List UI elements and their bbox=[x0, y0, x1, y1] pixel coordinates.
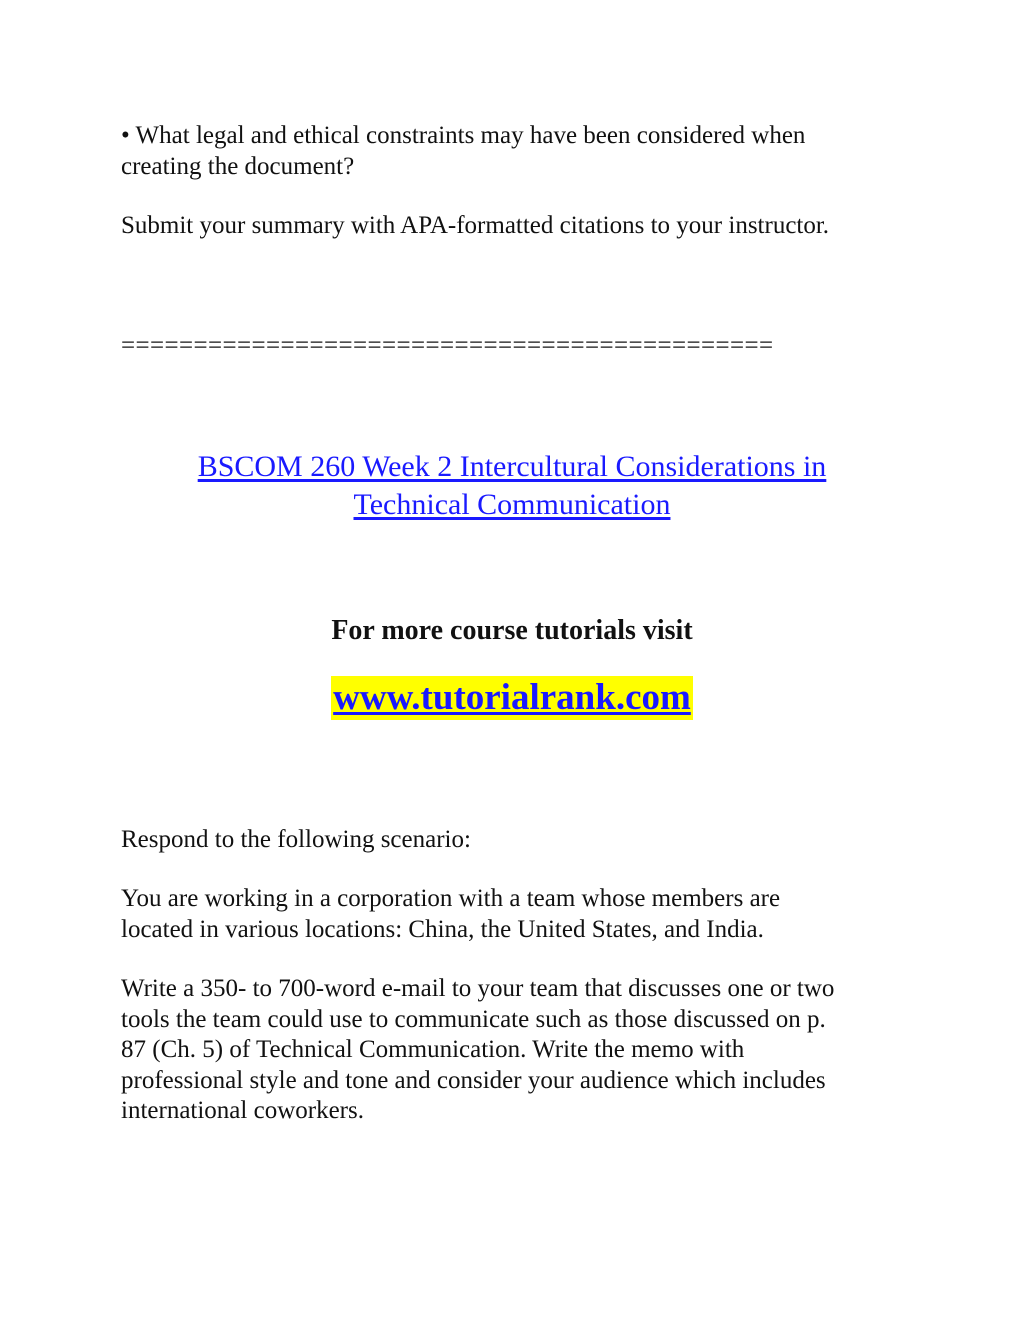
bullet-question-line-2: creating the document? bbox=[121, 152, 355, 180]
task-line-3: 87 (Ch. 5) of Technical Communication. Write the memo with bbox=[121, 1036, 745, 1063]
task-line-2: tools the team could use to communicate such as those discussed on p. bbox=[121, 1005, 826, 1033]
submit-instruction: Submit your summary with APA-formatted citations to your instructor. bbox=[121, 212, 830, 239]
respond-prompt: Respond to the following scenario: bbox=[121, 826, 471, 853]
scenario-line-1: You are working in a corporation with a team whose members are bbox=[121, 885, 781, 912]
separator-line: ============================================= bbox=[121, 332, 774, 359]
course-title-line-1[interactable]: BSCOM 260 Week 2 Intercultural Considerations in bbox=[197, 450, 827, 483]
course-title-link[interactable] bbox=[0, 448, 1024, 523]
scenario-paragraph bbox=[121, 884, 901, 945]
task-line-5: international coworkers. bbox=[121, 1097, 364, 1124]
task-line-4: professional style and tone and consider your audience which includes bbox=[121, 1066, 826, 1094]
bullet-question-line-1: • What legal and ethical constraints may have been considered when bbox=[121, 122, 806, 149]
tutorialrank-link[interactable]: www.tutorialrank.com bbox=[333, 677, 691, 718]
scenario-line-2: located in various locations: China, the United States, and India. bbox=[121, 915, 764, 943]
promo-text: For more course tutorials visit bbox=[331, 615, 693, 646]
promo-link-wrapper bbox=[0, 676, 1024, 720]
course-title-line-2[interactable]: Technical Communication bbox=[353, 487, 671, 521]
task-paragraph bbox=[121, 974, 901, 1127]
task-line-1: Write a 350- to 700-word e-mail to your team that discusses one or two bbox=[121, 975, 835, 1002]
bullet-question bbox=[121, 121, 901, 182]
